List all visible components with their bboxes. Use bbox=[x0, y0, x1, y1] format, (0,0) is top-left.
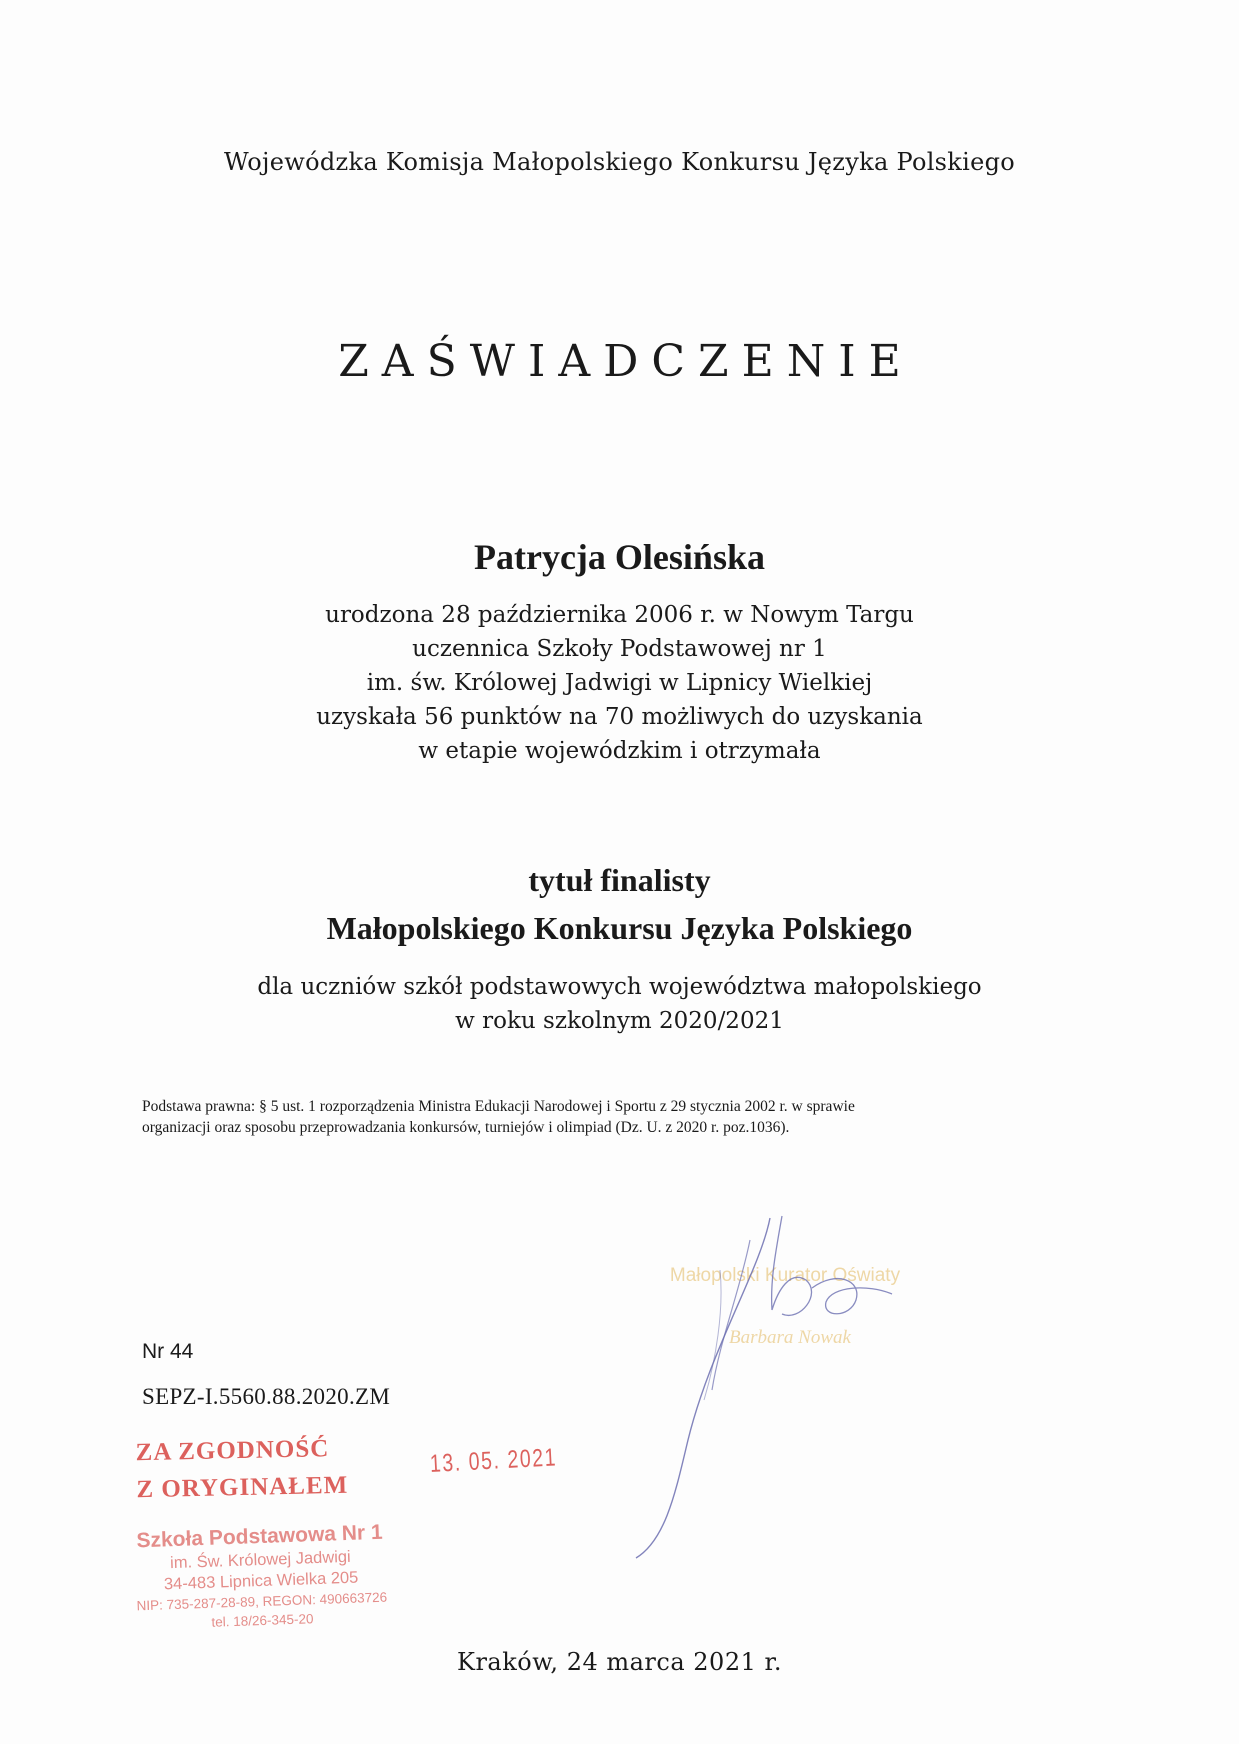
scope-line: w roku szkolnym 2020/2021 bbox=[455, 1008, 784, 1034]
certified-stamp-line: Z ORYGINAŁEM bbox=[136, 1471, 349, 1504]
reference-number: SEPZ-I.5560.88.2020.ZM bbox=[142, 1384, 391, 1409]
competition-name: Małopolskiego Konkursu Języka Polskiego bbox=[326, 910, 913, 946]
school-stamp-name: Szkoła Podstawowa Nr 1 bbox=[136, 1520, 384, 1553]
scope-line: dla uczniów szkół podstawowych województwa małopolskiego bbox=[257, 974, 982, 1000]
document-number: Nr 44 bbox=[142, 1340, 194, 1363]
details-line: im. św. Królowej Jadwigi w Lipnicy Wielkiej bbox=[366, 670, 873, 696]
details-line: urodzona 28 października 2006 r. w Nowym Targu bbox=[325, 602, 914, 628]
document-title: ZAŚWIADCZENIE bbox=[338, 336, 914, 387]
kurator-name-stamp: Barbara Nowak bbox=[729, 1327, 851, 1348]
school-stamp-address: 34-483 Lipnica Wielka 205 bbox=[163, 1568, 359, 1594]
school-stamp-phone: tel. 18/26-345-20 bbox=[211, 1611, 314, 1630]
recipient-details bbox=[0, 598, 1239, 768]
details-line: w etapie wojewódzkim i otrzymała bbox=[418, 738, 821, 764]
place-and-date: Kraków, 24 marca 2021 r. bbox=[457, 1648, 782, 1676]
certified-stamp-line: ZA ZGODNOŚĆ bbox=[135, 1435, 330, 1467]
scope-block bbox=[0, 970, 1239, 1038]
certified-copy-stamp bbox=[135, 1430, 348, 1508]
commission-header: Wojewódzka Komisja Małopolskiego Konkursu Języka Polskiego bbox=[223, 148, 1016, 176]
handwritten-signature bbox=[600, 1210, 920, 1570]
award-title: tytuł finalisty bbox=[528, 862, 711, 898]
school-stamp-ids: NIP: 735-287-28-89, REGON: 490663726 bbox=[136, 1589, 388, 1614]
details-line: uczennica Szkoły Podstawowej nr 1 bbox=[412, 636, 827, 662]
kurator-title-stamp: Małopolski Kurator Oświaty bbox=[669, 1265, 901, 1286]
legal-line: organizacji oraz sposobu przeprowadzania konkursów, turniejów i olimpiad (Dz. U. z 2020 r. poz.1036). bbox=[142, 1119, 790, 1136]
award-block bbox=[0, 856, 1239, 952]
certification-date-stamp: 13. 05. 2021 bbox=[429, 1443, 558, 1478]
legal-basis bbox=[142, 1096, 1122, 1138]
school-stamp-patron: im. Św. Królowej Jadwigi bbox=[169, 1547, 351, 1573]
school-stamp bbox=[114, 1519, 408, 1635]
legal-line: Podstawa prawna: § 5 ust. 1 rozporządzenia Ministra Edukacji Narodowej i Sportu z 29 stycznia 2002 r. w sprawie bbox=[142, 1098, 855, 1115]
details-line: uzyskała 56 punktów na 70 możliwych do uzyskania bbox=[316, 704, 923, 730]
recipient-name: Patrycja Olesińska bbox=[474, 537, 765, 577]
